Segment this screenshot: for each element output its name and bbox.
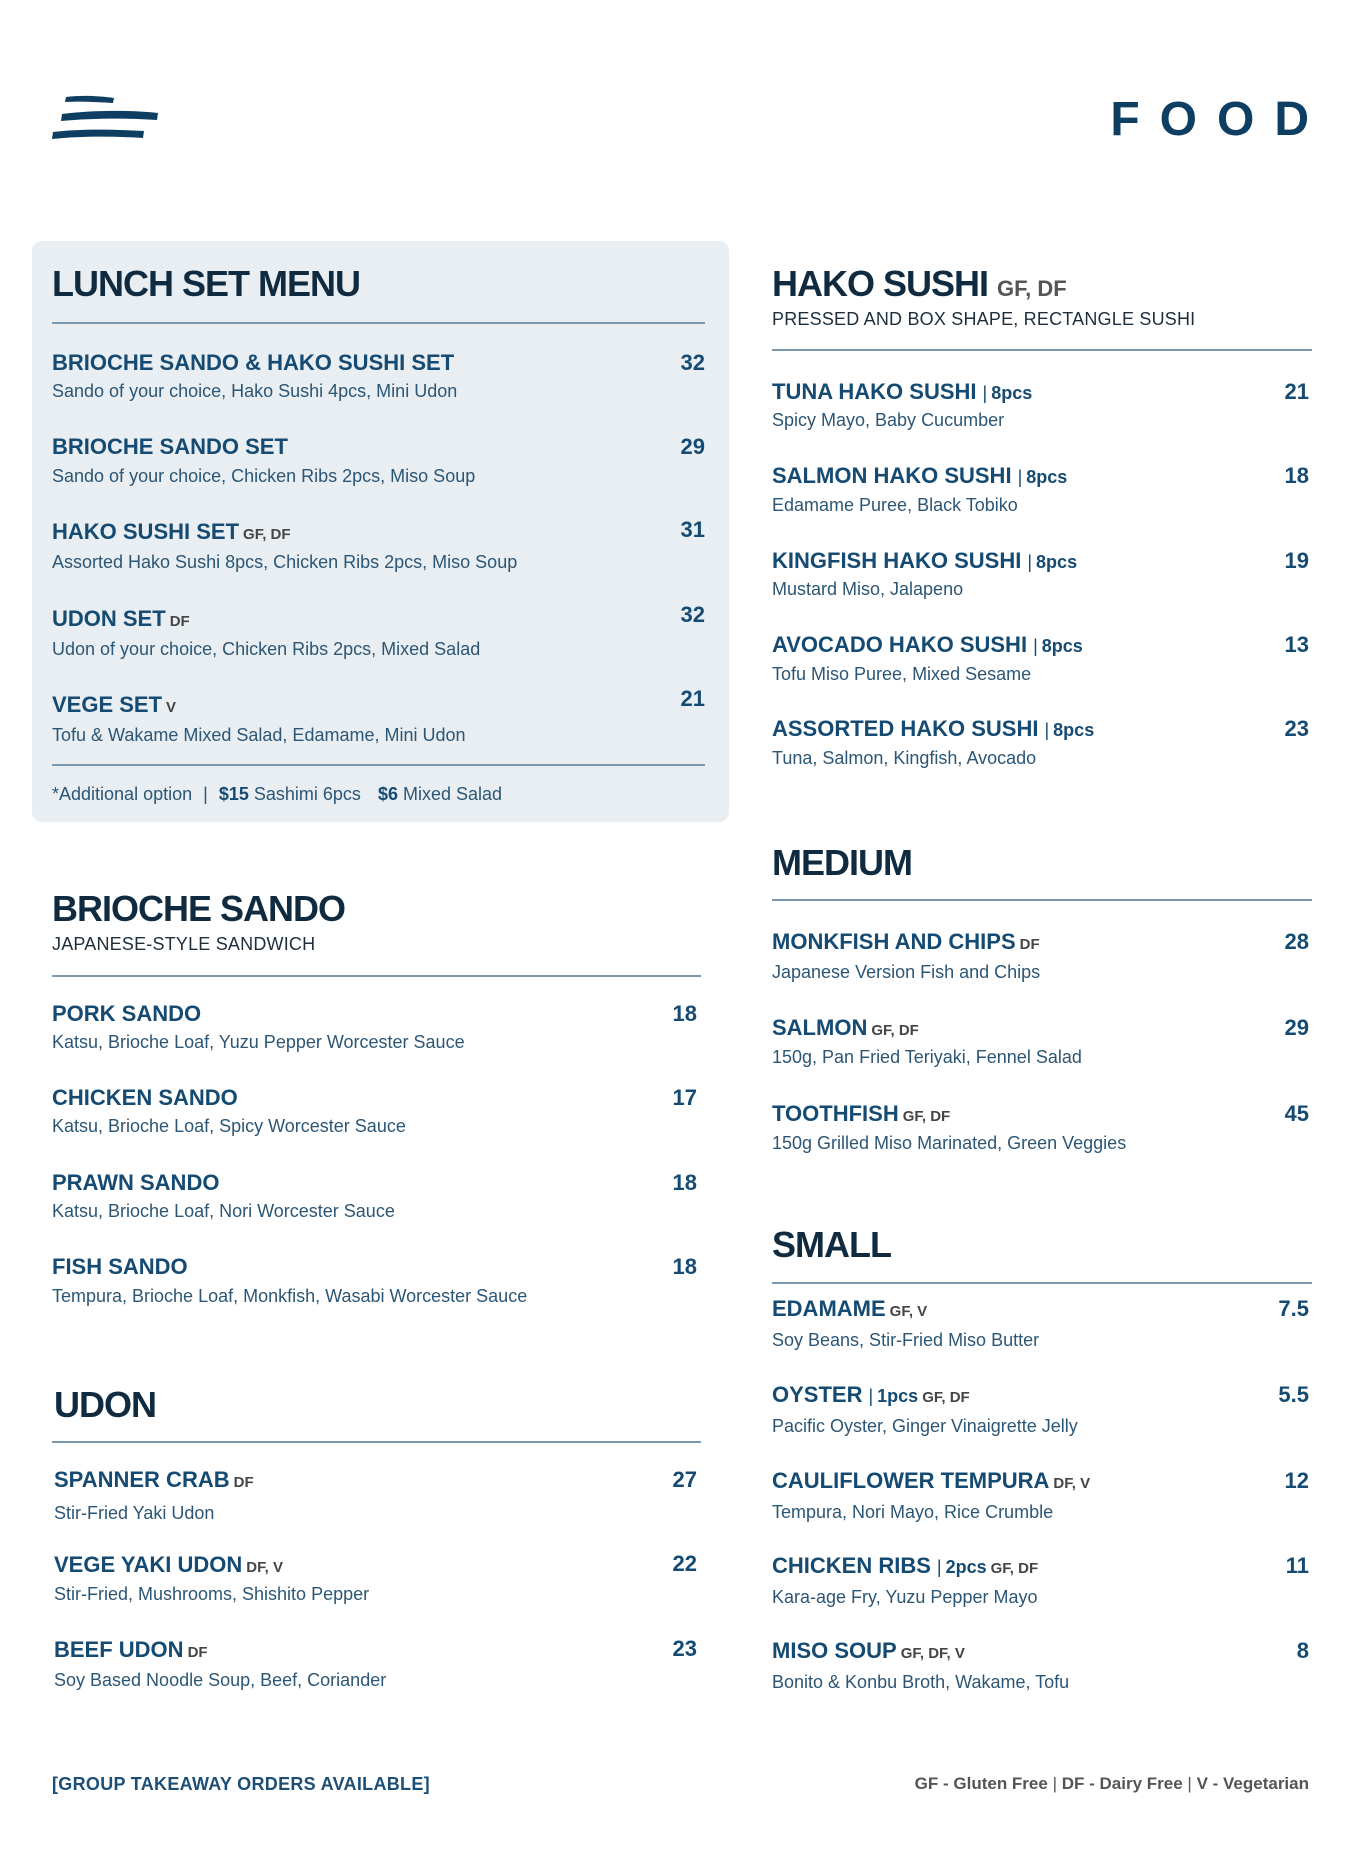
menu-item-title: CHICKEN RIBS bbox=[772, 1553, 931, 1578]
diet-tags: DF bbox=[233, 1474, 254, 1491]
menu-item-price: 21 bbox=[680, 686, 705, 711]
portion-count: 8pcs bbox=[1036, 552, 1078, 572]
diet-tags: GF, DF bbox=[990, 1560, 1039, 1577]
page-title: FOOD bbox=[1110, 93, 1329, 146]
menu-item-name bbox=[772, 463, 1067, 489]
portion-separator: | bbox=[1017, 467, 1023, 487]
menu-item-name bbox=[52, 1170, 219, 1196]
menu-item-description: Stir-Fried, Mushrooms, Shishito Pepper bbox=[54, 1584, 370, 1604]
menu-item-description: Sando of your choice, Chicken Ribs 2pcs, Miso Soup bbox=[52, 466, 476, 486]
menu-item-title: KINGFISH HAKO SUSHI bbox=[772, 548, 1022, 573]
menu-item-price: 21 bbox=[1284, 379, 1309, 404]
portion-separator: | bbox=[1044, 720, 1050, 740]
menu-item-title: OYSTER bbox=[772, 1382, 863, 1407]
menu-item-description: Stir-Fried Yaki Udon bbox=[54, 1503, 215, 1523]
menu-item-portion bbox=[937, 1557, 987, 1577]
menu-item-title: PRAWN SANDO bbox=[52, 1170, 220, 1195]
hako-sushi-diet-tags: GF, DF bbox=[997, 276, 1067, 301]
menu-item-title: MONKFISH AND CHIPS bbox=[772, 929, 1016, 954]
menu-item-name bbox=[772, 716, 1094, 742]
menu-item-price: 22 bbox=[672, 1551, 697, 1576]
menu-item-portion bbox=[1044, 720, 1094, 740]
menu-item-description: Sando of your choice, Hako Sushi 4pcs, Mini Udon bbox=[52, 381, 458, 401]
udon-title: UDON bbox=[54, 1384, 156, 1425]
menu-item-name bbox=[52, 692, 176, 718]
note-separator: | bbox=[203, 784, 208, 804]
hako-sushi-title-text: HAKO SUSHI bbox=[772, 263, 989, 304]
note-option-label: Mixed Salad bbox=[403, 784, 503, 804]
menu-item-title: EDAMAME bbox=[772, 1296, 886, 1321]
hako-sushi-subtitle: PRESSED AND BOX SHAPE, RECTANGLE SUSHI bbox=[772, 309, 1196, 329]
legend-entry: DF - Dairy Free bbox=[1061, 1774, 1183, 1793]
menu-item-price: 45 bbox=[1284, 1101, 1309, 1126]
menu-item-description: Tofu Miso Puree, Mixed Sesame bbox=[772, 664, 1032, 684]
menu-item-name bbox=[772, 1468, 1090, 1494]
menu-item-price: 8 bbox=[1296, 1638, 1309, 1663]
menu-item-title: HAKO SUSHI SET bbox=[52, 519, 240, 544]
diet-tags: DF bbox=[169, 613, 190, 630]
menu-item-title: SPANNER CRAB bbox=[54, 1467, 230, 1492]
menu-item-price: 19 bbox=[1284, 548, 1309, 573]
menu-item-name bbox=[772, 1015, 919, 1041]
diet-tags: V bbox=[166, 699, 177, 716]
menu-item-name bbox=[772, 1296, 927, 1322]
menu-item-title: AVOCADO HAKO SUSHI bbox=[772, 632, 1028, 657]
menu-item-description: Edamame Puree, Black Tobiko bbox=[772, 495, 1018, 515]
menu-item-price: 23 bbox=[672, 1636, 697, 1661]
menu-item-title: PORK SANDO bbox=[52, 1001, 202, 1026]
diet-tags: GF, DF bbox=[243, 526, 291, 543]
lunch-set-title: LUNCH SET MENU bbox=[52, 263, 360, 304]
menu-item-name bbox=[772, 1638, 965, 1664]
menu-item-description: Soy Beans, Stir-Fried Miso Butter bbox=[772, 1330, 1040, 1350]
note-option-price: $15 bbox=[218, 784, 249, 804]
menu-item-title: BRIOCHE SANDO & HAKO SUSHI SET bbox=[52, 350, 455, 375]
menu-item-name bbox=[52, 434, 288, 460]
menu-item-description: Katsu, Brioche Loaf, Spicy Worcester Sauce bbox=[52, 1116, 406, 1136]
brioche-sando-title: BRIOCHE SANDO bbox=[52, 888, 346, 929]
lunch-additional-options bbox=[52, 784, 502, 805]
menu-item-price: 11 bbox=[1285, 1553, 1309, 1578]
menu-item-portion bbox=[983, 383, 1033, 403]
diet-tags: GF, DF, V bbox=[900, 1645, 965, 1662]
menu-item-title: BRIOCHE SANDO SET bbox=[52, 434, 288, 459]
menu-item-price: 18 bbox=[672, 1001, 697, 1026]
menu-item-price: 32 bbox=[680, 350, 705, 375]
portion-separator: | bbox=[1027, 552, 1033, 572]
menu-item-description: Katsu, Brioche Loaf, Yuzu Pepper Worcester Sauce bbox=[52, 1032, 465, 1052]
portion-count: 8pcs bbox=[1026, 467, 1068, 487]
diet-tags: GF, DF bbox=[922, 1389, 970, 1406]
menu-item-price: 28 bbox=[1284, 929, 1309, 954]
portion-separator: | bbox=[868, 1386, 874, 1406]
menu-item-title: SALMON bbox=[772, 1015, 868, 1040]
legend-separator: | bbox=[1187, 1774, 1192, 1793]
hako-divider bbox=[772, 349, 1312, 351]
portion-count: 8pcs bbox=[1041, 636, 1083, 656]
menu-item-name bbox=[52, 1085, 238, 1111]
menu-item-title: VEGE SET bbox=[52, 692, 163, 717]
menu-item-price: 13 bbox=[1284, 632, 1309, 657]
menu-item-title: TOOTHFISH bbox=[772, 1101, 899, 1126]
diet-tags: GF, DF bbox=[871, 1022, 919, 1039]
dietary-legend bbox=[915, 1774, 1309, 1794]
menu-item-name bbox=[52, 519, 291, 545]
menu-item-name bbox=[772, 632, 1083, 658]
menu-item-portion bbox=[1027, 552, 1077, 572]
menu-item-name bbox=[52, 1254, 188, 1280]
menu-item-name bbox=[52, 350, 454, 376]
menu-item-description: 150g Grilled Miso Marinated, Green Veggies bbox=[772, 1133, 1127, 1153]
menu-item-title: BEEF UDON bbox=[54, 1637, 184, 1662]
brush-stroke-logo-icon bbox=[52, 94, 160, 146]
portion-count: 8pcs bbox=[991, 383, 1033, 403]
menu-item-description: Tuna, Salmon, Kingfish, Avocado bbox=[772, 748, 1037, 768]
udon-divider bbox=[52, 1441, 701, 1443]
small-title: SMALL bbox=[772, 1224, 891, 1265]
menu-item-description: Tempura, Brioche Loaf, Monkfish, Wasabi Worcester Sauce bbox=[52, 1286, 528, 1306]
menu-item-description: Udon of your choice, Chicken Ribs 2pcs, Mixed Salad bbox=[52, 639, 481, 659]
menu-item-name bbox=[52, 606, 190, 632]
menu-item-title: SALMON HAKO SUSHI bbox=[772, 463, 1012, 488]
menu-item-title: MISO SOUP bbox=[772, 1638, 897, 1663]
diet-tags: GF, DF bbox=[902, 1108, 951, 1125]
menu-item-price: 27 bbox=[672, 1467, 697, 1492]
portion-separator: | bbox=[1033, 636, 1038, 656]
menu-item-price: 7.5 bbox=[1278, 1296, 1309, 1321]
menu-item-name bbox=[772, 548, 1077, 574]
menu-item-price: 32 bbox=[680, 602, 705, 627]
medium-divider bbox=[772, 899, 1312, 901]
group-takeaway-note: [GROUP TAKEAWAY ORDERS AVAILABLE] bbox=[52, 1774, 430, 1794]
menu-item-name bbox=[54, 1552, 283, 1578]
diet-tags: DF, V bbox=[1053, 1475, 1091, 1492]
sando-divider bbox=[52, 975, 701, 977]
menu-item-title: VEGE YAKI UDON bbox=[54, 1552, 243, 1577]
menu-item-name bbox=[772, 1382, 970, 1408]
legend-entry: V - Vegetarian bbox=[1196, 1774, 1309, 1793]
menu-item-name bbox=[772, 929, 1040, 955]
menu-item-price: 29 bbox=[1284, 1015, 1309, 1040]
menu-item-description: Mustard Miso, Jalapeno bbox=[772, 579, 964, 599]
menu-item-price: 31 bbox=[680, 517, 705, 542]
diet-tags: GF, V bbox=[889, 1303, 928, 1320]
small-divider bbox=[772, 1282, 1312, 1284]
menu-item-price: 12 bbox=[1284, 1468, 1309, 1493]
menu-item-name bbox=[54, 1637, 208, 1663]
diet-tags: DF bbox=[1019, 936, 1040, 953]
menu-item-description: Japanese Version Fish and Chips bbox=[772, 962, 1041, 982]
menu-item-name bbox=[772, 1101, 950, 1127]
lunch-title-divider bbox=[52, 322, 705, 324]
menu-item-description: Katsu, Brioche Loaf, Nori Worcester Sauce bbox=[52, 1201, 395, 1221]
menu-item-title: UDON SET bbox=[52, 606, 166, 631]
portion-separator: | bbox=[982, 383, 988, 403]
menu-item-description: Kara-age Fry, Yuzu Pepper Mayo bbox=[772, 1587, 1038, 1607]
menu-item-description: Spicy Mayo, Baby Cucumber bbox=[772, 410, 1005, 430]
diet-tags: DF bbox=[187, 1644, 208, 1661]
menu-item-price: 18 bbox=[672, 1254, 697, 1279]
medium-title: MEDIUM bbox=[772, 842, 912, 883]
menu-item-description: Soy Based Noodle Soup, Beef, Coriander bbox=[54, 1670, 387, 1690]
note-option-price: $6 bbox=[377, 784, 398, 804]
note-option-label: Sashimi 6pcs bbox=[253, 784, 361, 804]
menu-item-title: ASSORTED HAKO SUSHI bbox=[772, 716, 1039, 741]
menu-item-price: 23 bbox=[1284, 716, 1309, 741]
menu-item-name bbox=[54, 1467, 254, 1493]
menu-item-portion bbox=[1018, 467, 1068, 487]
menu-item-description: Bonito & Konbu Broth, Wakame, Tofu bbox=[772, 1672, 1070, 1692]
menu-item-portion bbox=[1033, 636, 1083, 656]
menu-item-description: Pacific Oyster, Ginger Vinaigrette Jelly bbox=[772, 1416, 1078, 1436]
menu-item-title: CHICKEN SANDO bbox=[52, 1085, 238, 1110]
menu-item-name bbox=[52, 1001, 201, 1027]
menu-item-description: 150g, Pan Fried Teriyaki, Fennel Salad bbox=[772, 1047, 1082, 1067]
legend-separator: | bbox=[1052, 1774, 1057, 1793]
menu-item-description: Tempura, Nori Mayo, Rice Crumble bbox=[772, 1502, 1054, 1522]
portion-count: 2pcs bbox=[945, 1557, 987, 1577]
menu-item-price: 18 bbox=[672, 1170, 697, 1195]
portion-count: 8pcs bbox=[1053, 720, 1095, 740]
hako-sushi-title bbox=[772, 263, 1067, 305]
menu-item-title: CAULIFLOWER TEMPURA bbox=[772, 1468, 1050, 1493]
menu-item-description: Tofu & Wakame Mixed Salad, Edamame, Mini Udon bbox=[52, 725, 466, 745]
menu-item-price: 29 bbox=[680, 434, 705, 459]
menu-item-price: 18 bbox=[1284, 463, 1309, 488]
legend-entry: GF - Gluten Free bbox=[914, 1774, 1048, 1793]
diet-tags: DF, V bbox=[246, 1559, 283, 1576]
brioche-sando-subtitle: JAPANESE-STYLE SANDWICH bbox=[52, 934, 316, 954]
menu-item-portion bbox=[868, 1386, 918, 1406]
menu-item-description: Assorted Hako Sushi 8pcs, Chicken Ribs 2pcs, Miso Soup bbox=[52, 552, 518, 572]
menu-item-title: TUNA HAKO SUSHI bbox=[772, 379, 977, 404]
note-prefix: *Additional option bbox=[52, 784, 193, 804]
menu-item-name bbox=[772, 1553, 1038, 1579]
portion-separator: | bbox=[936, 1557, 942, 1577]
menu-item-title: FISH SANDO bbox=[52, 1254, 188, 1279]
lunch-note-divider bbox=[52, 764, 705, 766]
menu-item-name bbox=[772, 379, 1032, 405]
portion-count: 1pcs bbox=[877, 1386, 919, 1406]
menu-item-price: 17 bbox=[672, 1085, 697, 1110]
menu-item-price: 5.5 bbox=[1278, 1382, 1309, 1407]
